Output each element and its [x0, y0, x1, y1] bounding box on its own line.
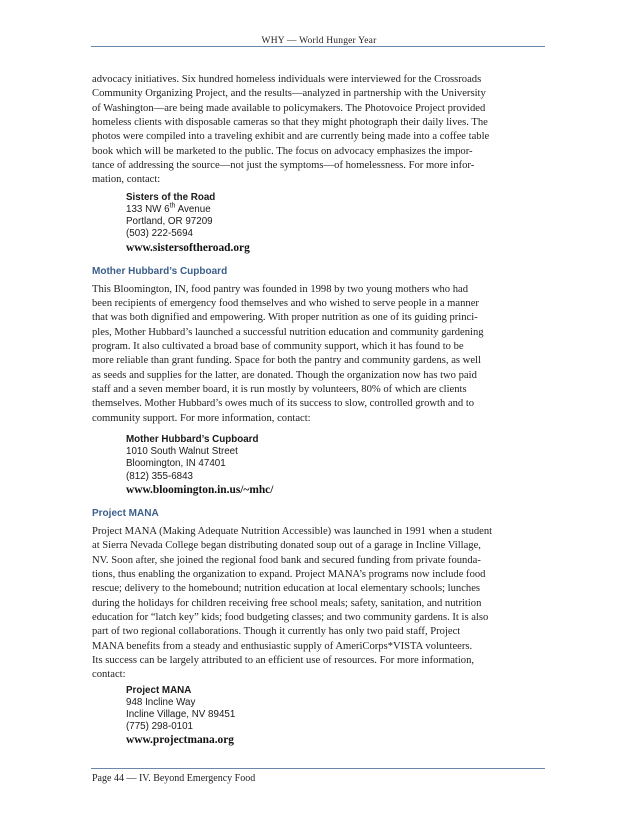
url-text: www.projectmana.org: [126, 734, 234, 747]
running-header: WHY — World Hunger Year: [261, 36, 377, 46]
contact-address: 948 Incline Way: [126, 696, 196, 708]
section-title-mother-hubbard: Mother Hubbard’s Cupboard: [92, 265, 228, 277]
intro-paragraph: [92, 73, 544, 188]
text-line: NV. Soon after, she joined the regional food bank and secured funding from private founda-: [92, 554, 481, 566]
text-line: staff and a seven member board, it is run mostly by volunteers, 80% of which are clients: [92, 383, 467, 395]
contact-city: Bloomington, IN 47401: [126, 458, 226, 470]
url-suffix: /: [270, 483, 274, 496]
text-line: that was both dignified and empowering. With proper nutrition as one of its guiding princi-: [92, 312, 478, 324]
text-line: during the holidays for children receiving free school meals; safety, sanitation, and nutrition: [92, 597, 482, 609]
text-line: rescue; delivery to the homebound; nutrition education at local elementary schools; lunches: [92, 583, 481, 595]
text-line: Project MANA (Making Adequate Nutrition Accessible) was launched in 1991 when a student: [92, 525, 493, 537]
text-line: photos were compiled into a traveling exhibit and are currently being made into a coffee table: [92, 131, 490, 143]
text-line: been recipients of emergency food themselves and who wished to serve people in a manner: [92, 297, 479, 309]
page-footer: Page 44 — IV. Beyond Emergency Food: [92, 773, 256, 784]
text-line: education for “latch key” kids; food budgeting classes; and two community gardens. It is also: [92, 611, 489, 623]
text-line: of Washington—are being made available to policymakers. The Photovoice Project provided: [92, 102, 486, 114]
project-mana-paragraph: [92, 525, 544, 683]
text-line: as seeds and supplies for the latter, are donated. Though the organization now has two paid: [92, 369, 477, 381]
ordinal-suffix: th: [169, 202, 176, 210]
text-line: tions, thus enabling the organization to expand. Project MANA’s programs now include food: [92, 568, 486, 580]
text-line: more reliable than grant funding. Space for both the pantry and community gardens, as well: [92, 355, 481, 367]
text-line: at Sierra Nevada College began distributing donated soup out of a garage in Incline Village,: [92, 540, 481, 552]
text-line: Community Organizing Project, and the results—analyzed in partnership with the University: [92, 88, 486, 100]
mother-hubbard-paragraph: [92, 283, 544, 426]
contact-phone: (503) 222-5694: [126, 228, 193, 240]
text-line: Its success can be largely attributed to an efficient use of resources. For more information,: [92, 654, 475, 666]
address-street: 133 NW 6: [126, 203, 170, 215]
contact-block-sisters: [126, 192, 544, 255]
text-line: advocacy initiatives. Six hundred homeless individuals were interviewed for the Crossroads: [92, 74, 482, 85]
page-body: [92, 73, 544, 747]
contact-block-mother-hubbard: [126, 434, 544, 497]
contact-phone: (812) 355-6843: [126, 470, 193, 482]
text-line: book which will be marketed to the public. The focus on advocacy emphasizes the impor-: [92, 145, 473, 157]
contact-url-link[interactable]: [126, 483, 544, 497]
text-line: part of two regional collaborations. Though it currently has only two paid staff, Project: [92, 626, 461, 638]
url-text: www.bloomington.in.us/~mhc: [126, 483, 271, 496]
contact-city: Portland, OR 97209: [126, 216, 213, 228]
header-rule: [91, 46, 545, 47]
contact-phone: (775) 298-0101: [126, 721, 193, 733]
text-line: tance of addressing the source—not just the symptoms—of homelessness. For more infor-: [92, 160, 475, 172]
text-line: mation, contact:: [92, 174, 161, 186]
text-line: ples, Mother Hubbard’s launched a successful nutrition education and community gardening: [92, 326, 484, 338]
contact-address: 1010 South Walnut Street: [126, 446, 238, 458]
contact-address: [126, 204, 544, 216]
text-line: homeless clients with disposable cameras so that they might photograph their daily lives. The: [92, 117, 488, 129]
address-street-suffix: Avenue: [175, 203, 211, 215]
section-title-project-mana: Project MANA: [92, 507, 159, 519]
text-line: themselves. Mother Hubbard’s owes much of its success to slow, controlled growth and to: [92, 398, 475, 410]
text-line: This Bloomington, IN, food pantry was founded in 1998 by two young mothers who had: [92, 283, 469, 295]
contact-block-project-mana: [126, 685, 544, 748]
url-text: www.sistersoftheroad.org: [126, 241, 250, 254]
text-line: community support. For more information, contact:: [92, 412, 311, 424]
contact-name: Sisters of the Road: [126, 191, 216, 203]
contact-city: Incline Village, NV 89451: [126, 709, 236, 720]
text-line: MANA benefits from a steady and enthusiastic supply of AmeriCorps*VISTA volunteers.: [92, 640, 473, 652]
contact-name: Mother Hubbard’s Cupboard: [126, 434, 259, 445]
text-line: program. It also cultivated a broad base of community support, which it has found to be: [92, 340, 464, 352]
footer-rule: [91, 768, 545, 769]
contact-name: Project MANA: [126, 684, 192, 696]
contact-url-link[interactable]: [126, 733, 544, 747]
text-line: contact:: [92, 669, 126, 681]
contact-url-link[interactable]: [126, 241, 544, 255]
